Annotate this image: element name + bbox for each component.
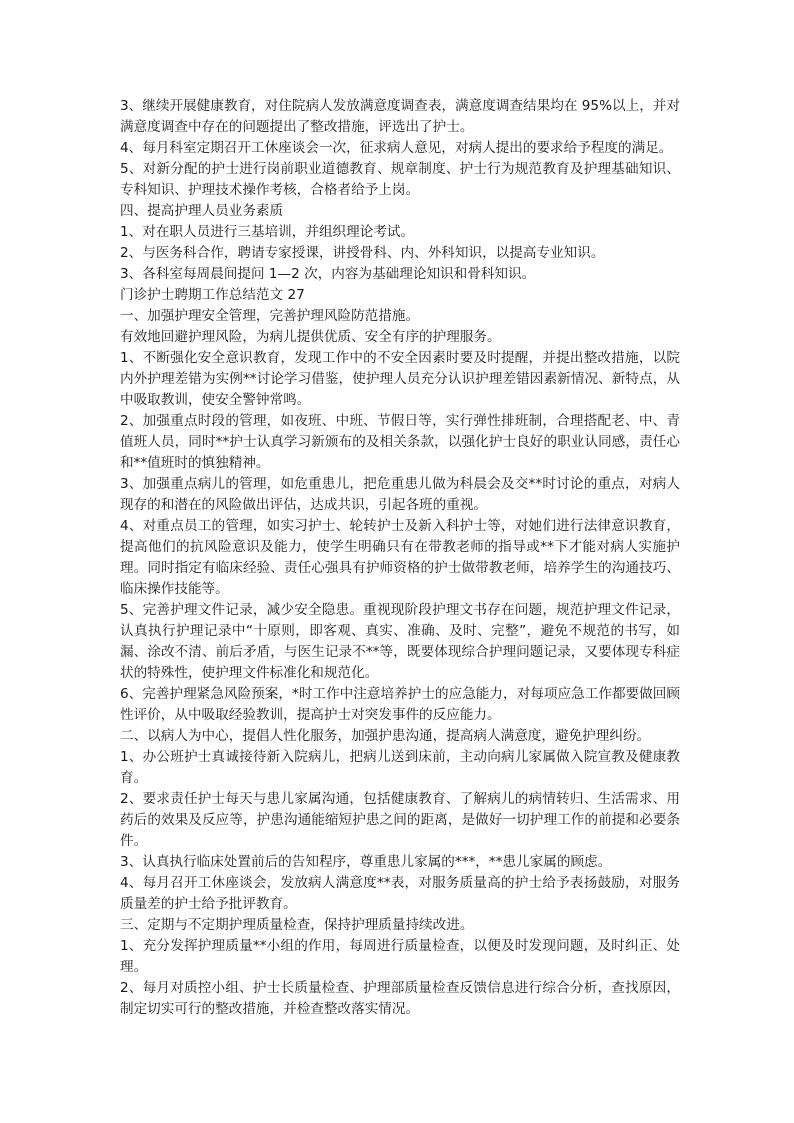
section-heading: 二、以病人为中心，提倡人性化服务，加强护患沟通，提高病人满意度，避免护理纠纷。 <box>120 728 651 744</box>
paragraph: 3、加强重点病儿的管理，如危重患儿，把危重患儿做为科晨会及交**时讨论的重点，对病人现存的和潜在的风险做出评估，达成共识，引起各班的重视。 <box>120 476 680 513</box>
section-heading: 三、定期与不定期护理质量检查，保持护理质量持续改进。 <box>120 917 474 933</box>
paragraph: 1、办公班护士真诚接待新入院病儿，把病儿送到床前，主动向病儿家属做入院宣教及健康教育。 <box>120 749 680 786</box>
paragraph: 5、对新分配的护士进行岗前职业道德教育、规章制度、护士行为规范教育及护理基础知识、专科知识、护理技术操作考核，合格者给予上岗。 <box>120 161 680 198</box>
paragraph: 4、对重点员工的管理，如实习护士、轮转护士及新入科护士等，对她们进行法律意识教育，提高他们的抗风险意识及能力，使学生明确只有在带教老师的指导或**下才能对病人实施护理。同时指定有临床经验、责任心强具有护师资格的护士做带教老师，培养学生的沟通技巧、临床操作技能等。 <box>120 518 680 597</box>
paragraph: 3、认真执行临床处置前后的告知程序，尊重患儿家属的***，**患儿家属的顾虑。 <box>120 854 612 870</box>
paragraph: 2、要求责任护士每天与患儿家属沟通，包括健康教育、了解病儿的病情转归、生活需求、用药后的效果及反应等，护患沟通能缩短护患之间的距离，是做好一切护理工作的前提和必要条件。 <box>120 791 680 849</box>
paragraph: 2、每月对质控小组、护士长质量检查、护理部质量检查反馈信息进行综合分析，查找原因，制定切实可行的整改措施，并检查整改落实情况。 <box>120 980 680 1017</box>
paragraph: 3、继续开展健康教育，对住院病人发放满意度调查表，满意度调查结果均在 95%以上，并对满意度调查中存在的问题提出了整改措施，评选出了护士。 <box>120 98 680 135</box>
paragraph: 3、各科室每周晨间提问 1—2 次，内容为基础理论知识和骨科知识。 <box>120 266 536 282</box>
paragraph: 1、对在职人员进行三基培训，并组织理论考试。 <box>120 224 415 240</box>
document-title: 门诊护士聘期工作总结范文 27 <box>120 287 305 303</box>
paragraph: 1、充分发挥护理质量**小组的作用，每周进行质量检查，以便及时发现问题，及时纠正、处理。 <box>120 938 680 975</box>
section-heading: 四、提高护理人员业务素质 <box>120 203 284 219</box>
paragraph: 6、完善护理紧急风险预案，*时工作中注意培养护士的应急能力，对每项应急工作都要做回顾性评价，从中吸取经验教训，提高护士对突发事件的反应能力。 <box>120 686 680 723</box>
document-body <box>120 96 680 1020</box>
paragraph: 有效地回避护理风险，为病儿提供优质、安全有序的护理服务。 <box>120 329 501 345</box>
paragraph: 4、每月召开工休座谈会，发放病人满意度**表，对服务质量高的护士给予表扬鼓励，对服务质量差的护士给予批评教育。 <box>120 875 680 912</box>
paragraph: 1、不断强化安全意识教育，发现工作中的不安全因素时要及时提醒，并提出整改措施，以院内外护理差错为实例**讨论学习借鉴，使护理人员充分认识护理差错因素新情况、新特点，从中吸取教训，使安全警钟常鸣。 <box>120 350 680 408</box>
section-heading: 一、加强护理安全管理，完善护理风险防范措施。 <box>120 308 420 324</box>
paragraph: 5、完善护理文件记录，减少安全隐患。重视现阶段护理文书存在问题，规范护理文件记录，认真执行护理记录中“十原则，即客观、真实、准确、及时、完整”，避免不规范的书写，如漏、涂改不清、前后矛盾，与医生记录不**等，既要体现综合护理问题记录，又要体现专科症状的特殊性，使护理文件标准化和规范化。 <box>120 602 680 681</box>
paragraph: 4、每月科室定期召开工休座谈会一次，征求病人意见，对病人提出的要求给予程度的满足。 <box>120 140 673 156</box>
paragraph: 2、与医务科合作，聘请专家授课，讲授骨科、内、外科知识，以提高专业知识。 <box>120 245 605 261</box>
paragraph: 2、加强重点时段的管理，如夜班、中班、节假日等，实行弹性排班制，合理搭配老、中、青值班人员，同时**护士认真学习新颁布的及相关条款，以强化护士良好的职业认同感，责任心和**值班时的慎独精神。 <box>120 413 680 471</box>
